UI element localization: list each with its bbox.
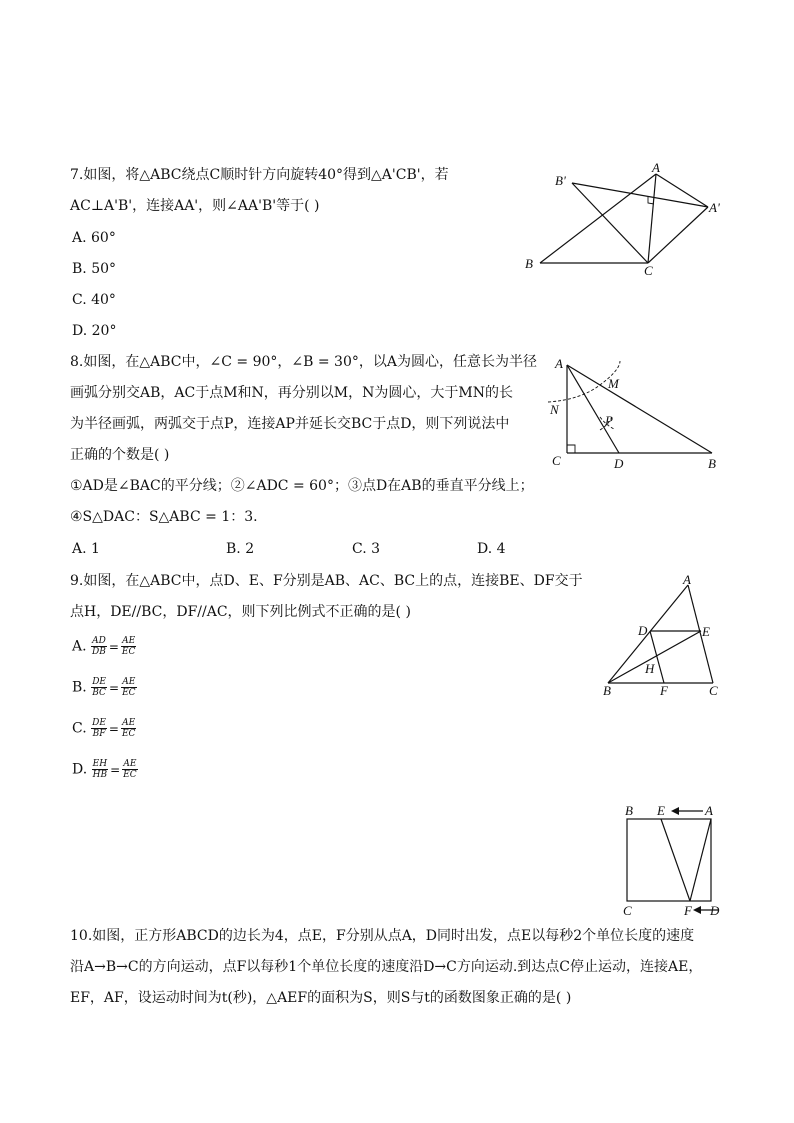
q9-stem-line1: 9.如图，在△ABC中，点D、E、F分别是AB、AC、BC上的点，连接BE、DF交于 bbox=[70, 573, 583, 589]
q7-label-b: B bbox=[525, 256, 533, 271]
q8-label-p: P bbox=[605, 413, 613, 428]
q10-stem-line2: 沿A→B→C的方向运动，点F以每秒1个单位长度的速度沿D→C方向运动.到达点C停止运动，连接AE， bbox=[70, 959, 703, 975]
q8-option-d: D. 4 bbox=[477, 541, 506, 557]
q7-option-d: D. 20° bbox=[72, 323, 117, 339]
q8-stem-line2: 画弧分别交AB，AC于点M和N，再分别以M，N为圆心，大于MN的长 bbox=[70, 385, 513, 401]
q10-stem-line3: EF，AF，设运动时间为t(秒)，△AEF的面积为S，则S与t的函数图象正确的是( ) bbox=[70, 990, 572, 1006]
q8-option-a: A. 1 bbox=[72, 541, 100, 557]
q8-label-n: N bbox=[550, 402, 559, 417]
q10-label-e: E bbox=[657, 803, 665, 818]
q7-stem-line2: AC⊥A'B'，连接AA'，则∠AA'B'等于( ) bbox=[70, 198, 320, 214]
q7-stem-line1: 7.如图，将△ABC绕点C顺时针方向旋转40°得到△A'CB'，若 bbox=[70, 167, 449, 183]
q10-stem-line1: 10.如图，正方形ABCD的边长为4，点E，F分别从点A，D同时出发，点E以每秒2个单位长度的速度 bbox=[70, 928, 695, 944]
q10-label-d: D bbox=[710, 903, 720, 918]
q10-label-a: A bbox=[705, 803, 713, 818]
q8-label-m: M bbox=[608, 376, 619, 391]
q7-label-a-prime: A' bbox=[709, 200, 720, 215]
q8-label-c: C bbox=[552, 453, 561, 468]
q7-label-a: A bbox=[652, 160, 660, 175]
q8-option-b: B. 2 bbox=[226, 541, 255, 557]
q8-stem-line1: 8.如图，在△ABC中，∠C = 90°，∠B = 30°，以A为圆心，任意长为半径 bbox=[70, 354, 537, 370]
q8-stem-line4: 正确的个数是( ) bbox=[70, 447, 170, 463]
q10-label-c: C bbox=[623, 903, 632, 918]
q8-label-a: A bbox=[555, 356, 563, 371]
q7-label-b-prime: B' bbox=[555, 173, 566, 188]
q9-figure bbox=[595, 570, 730, 700]
q9-label-b: B bbox=[603, 683, 611, 698]
q8-stem-line3: 为半径画弧，两弧交于点P，连接AP并延长交BC于点D，则下列说法中 bbox=[70, 416, 510, 432]
q9-option-a: A. $\frac{AD}{DB}$ = $\frac{AE}{EC}$ bbox=[72, 636, 136, 657]
q8-stem-line5: ①AD是∠BAC的平分线；②∠ADC = 60°；③点D在AB的垂直平分线上； bbox=[70, 478, 534, 494]
q9-label-e: E bbox=[702, 624, 710, 639]
q8-option-c: C. 3 bbox=[352, 541, 381, 557]
q7-option-c: C. 40° bbox=[72, 292, 116, 308]
q9-stem-line2: 点H，DE//BC，DF//AC，则下列比例式不正确的是( ) bbox=[70, 604, 411, 620]
q10-label-f: F bbox=[684, 903, 692, 918]
q9-option-d: D. $\frac{EH}{HB}$ = $\frac{AE}{EC}$ bbox=[72, 759, 137, 780]
q9-option-b: B. $\frac{DE}{BC}$ = $\frac{AE}{EC}$ bbox=[72, 677, 136, 698]
q8-label-b: B bbox=[708, 456, 716, 471]
q8-stem-line6: ④S△DAC：S△ABC = 1：3. bbox=[70, 509, 258, 525]
q9-label-f: F bbox=[660, 683, 668, 698]
q8-figure bbox=[540, 355, 730, 475]
q9-label-h: H bbox=[645, 661, 655, 676]
q9-option-c: C. $\frac{DE}{BF}$ = $\frac{AE}{EC}$ bbox=[72, 718, 136, 739]
q9-label-d: D bbox=[638, 623, 648, 638]
q7-label-c: C bbox=[644, 263, 653, 278]
q9-label-c: C bbox=[709, 683, 718, 698]
q7-figure bbox=[515, 160, 730, 280]
q10-figure bbox=[615, 800, 730, 920]
q8-label-d: D bbox=[614, 456, 624, 471]
q10-label-b: B bbox=[625, 803, 633, 818]
q7-option-a: A. 60° bbox=[72, 230, 116, 246]
q9-label-a: A bbox=[683, 572, 691, 587]
q7-option-b: B. 50° bbox=[72, 261, 117, 277]
